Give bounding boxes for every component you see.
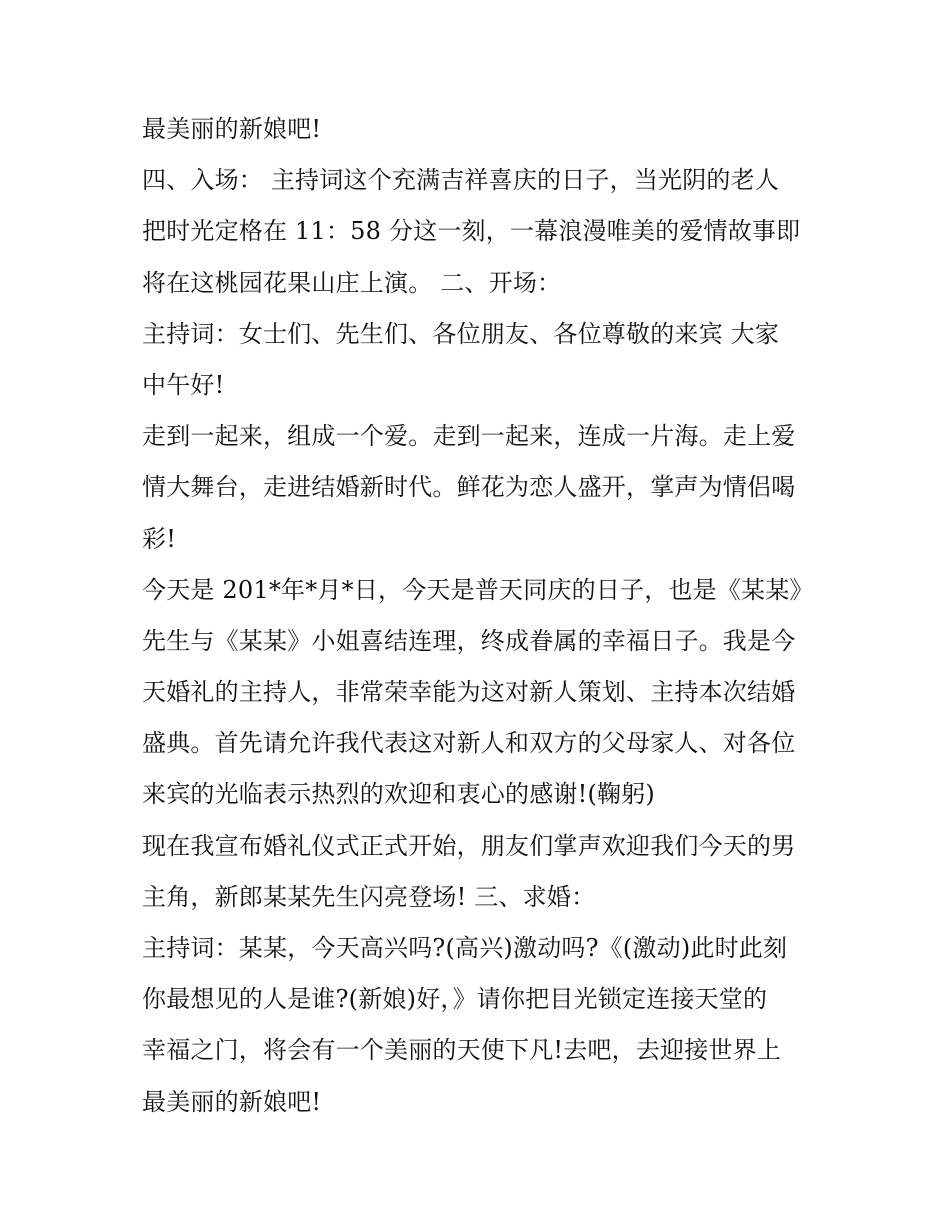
- text-line: 天婚礼的主持人，非常荣幸能为这对新人策划、主持本次结婚: [142, 678, 796, 707]
- text-line: 主持词：某某，今天高兴吗?(高兴)激动吗?《(激动)此时此刻: [142, 934, 788, 962]
- text-line: 把时光定格在 11：58 分这一刻，一幕浪漫唯美的爱情故事即: [142, 217, 801, 246]
- text-line: 最美丽的新娘吧!: [142, 115, 322, 143]
- text-line: 主角，新郎某某先生闪亮登场! 三、求婚：: [142, 882, 596, 911]
- text-line: 现在我宣布婚礼仪式正式开始，朋友们掌声欢迎我们今天的男: [142, 831, 796, 860]
- text-line: 盛典。首先请允许我代表这对新人和双方的父母家人、对各位: [142, 729, 796, 758]
- text-line: 情大舞台，走进结婚新时代。鲜花为恋人盛开，掌声为情侣喝: [142, 473, 796, 502]
- text-line: 幸福之门，将会有一个美丽的天使下凡!去吧，去迎接世界上: [142, 1036, 782, 1065]
- text-line: 来宾的光临表示热烈的欢迎和衷心的感谢!(鞠躬): [142, 780, 655, 809]
- text-line: 走到一起来，组成一个爱。走到一起来，连成一片海。走上爱: [142, 422, 796, 451]
- text-line: 彩!: [142, 524, 177, 553]
- text-line: 最美丽的新娘吧!: [142, 1087, 322, 1116]
- text-line: 将在这桃园花果山庄上演。 二、开场：: [142, 268, 562, 297]
- text-line: 四、入场： 主持词这个充满吉祥喜庆的日子，当光阴的老人: [142, 166, 780, 195]
- text-line: 中午好!: [142, 370, 225, 399]
- text-line: 先生与《某某》小姐喜结连理，终成眷属的幸福日子。我是今: [142, 626, 796, 655]
- text-line: 主持词：女士们、先生们、各位朋友、各位尊敬的来宾 大家: [142, 319, 780, 348]
- text-line: 今天是 201*年*月*日，今天是普天同庆的日子，也是《某某》: [142, 575, 814, 604]
- text-line: 你最想见的人是谁?(新娘)好，》请你把目光锁定连接天堂的: [142, 985, 768, 1014]
- document-body: [142, 104, 822, 1128]
